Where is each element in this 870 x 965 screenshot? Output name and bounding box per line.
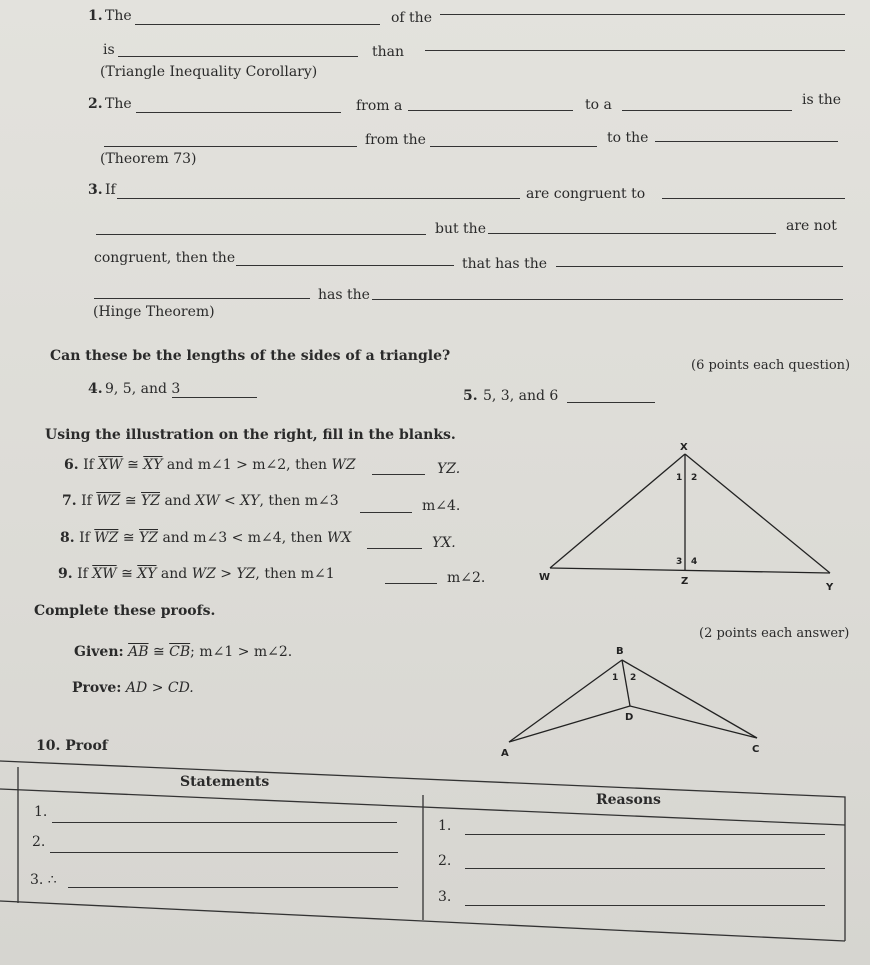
q2-word-toa: to a [585,97,612,113]
q9-lhs: m∠1 [300,566,335,582]
given-segment-1: $\overline{AB}$ [128,644,149,660]
q2-word-the: The [105,96,132,112]
q1-blank-3[interactable] [118,56,358,57]
q1-word-is: is [103,42,115,58]
q6-answer-blank[interactable] [372,474,425,475]
segment-cb [622,660,757,738]
q3-blank-2[interactable] [662,198,845,199]
q2-blank-5[interactable] [430,146,597,147]
label-w: W [539,572,551,583]
q1-reference: (Triangle Inequality Corollary) [100,64,318,80]
q6-congruent: ≅ [127,457,139,473]
q3-word-arenot: are not [786,218,837,234]
given-label: Given: [74,644,124,660]
quadrilateral-abcd-figure [495,640,785,765]
q7-condition: XW < XY [195,493,260,509]
segment-xw [550,454,685,568]
segment-ad [509,706,630,742]
label-a: A [501,748,509,759]
q3-word-thathasthe: that has the [462,256,547,272]
q7-then: , then [259,493,301,509]
q7-answer-blank[interactable] [360,512,412,513]
q3-blank-6[interactable] [556,266,843,267]
statement-1-blank[interactable] [52,822,397,823]
q9-segment-1: $\overline{XW}$ [92,566,117,582]
q1-number: 1. [88,8,103,24]
q8-condition: m∠3 < m∠4 [193,530,282,546]
q7-line [62,493,339,509]
q2-word-fromthe: from the [365,132,426,148]
q8-if: If [79,530,90,546]
segment-xy [685,454,830,573]
prove-label: Prove: [72,680,122,696]
q6-segment-2: $\overline{XY}$ [143,457,163,473]
q3-blank-8[interactable] [372,299,843,300]
q4-number: 4. [88,381,103,397]
q3-blank-7[interactable] [94,298,310,299]
column-statements-header: Statements [180,774,270,790]
q8-lhs: WX [327,530,352,546]
q9-and: and [160,566,188,582]
q9-rhs: m∠2. [447,570,486,586]
q7-and: and [164,493,191,509]
q6-segment-1: $\overline{XW}$ [98,457,123,473]
segment-bd [622,660,630,706]
q1-blank-1[interactable] [135,24,380,25]
q5-text: 5, 3, and 6 [483,388,559,404]
proof-title: 10. Proof [36,738,108,754]
q1-blank-2[interactable] [440,14,845,15]
q3-number: 3. [88,182,103,198]
q2-word-isthe: is the [802,92,842,108]
q1-word-than: than [372,44,405,60]
q3-word-hasthe: has the [318,287,370,303]
q7-segment-1: $\overline{WZ}$ [96,493,121,509]
reason-3-blank[interactable] [465,905,825,906]
label-y: Y [826,582,834,593]
q1-blank-4[interactable] [425,50,845,51]
q7-segment-2: $\overline{YZ}$ [141,493,160,509]
label-z: Z [681,576,689,587]
label-d: D [625,712,634,723]
q9-segment-2: $\overline{XY}$ [137,566,157,582]
q6-line [64,457,356,473]
q3-word-arecongruent: are congruent to [526,186,646,202]
q3-word-congruent: congruent, then the [94,250,236,266]
q3-blank-5[interactable] [236,265,454,266]
q2-blank-3[interactable] [622,110,792,111]
prove-text: AD > CD. [125,680,194,696]
section-proofs-points: (2 points each answer) [699,626,850,641]
q2-blank-6[interactable] [655,141,838,142]
statement-2-blank[interactable] [50,852,398,853]
section-triangle-points: (6 points each question) [691,358,851,373]
q6-then: , then [286,457,328,473]
reason-2-number: 2. [438,853,452,869]
q8-then: , then [281,530,323,546]
q7-number: 7. [62,493,77,509]
q8-rhs: YX. [432,535,456,551]
q8-line [60,530,351,546]
q8-answer-blank[interactable] [367,548,422,549]
q9-line [58,566,335,582]
q2-blank-2[interactable] [408,110,573,111]
q5-number: 5. [463,388,478,404]
q3-word-butthe: but the [435,221,486,237]
angle-2-label: 2 [691,473,698,483]
q7-if: If [81,493,92,509]
prove-line [72,680,194,696]
label-b: B [616,646,624,657]
statement-1-number: 1. [34,804,48,820]
q9-condition: WZ > YZ [191,566,256,582]
q9-congruent: ≅ [121,566,133,582]
given-angles: ; m∠1 > m∠2. [190,644,293,660]
reason-3-number: 3. [438,889,452,905]
q8-congruent: ≅ [122,530,135,546]
given-line [74,644,292,660]
q3-blank-3[interactable] [96,234,426,235]
q2-blank-4[interactable] [104,146,357,147]
triangle-xwy-figure [530,430,850,600]
q9-number: 9. [58,566,73,582]
q9-answer-blank[interactable] [385,583,437,584]
q7-lhs: m∠3 [304,493,339,509]
q2-reference: (Theorem 73) [100,151,197,167]
reason-2-blank[interactable] [465,868,825,869]
q5-answer-blank[interactable] [567,402,655,403]
q1-word-the: The [105,8,132,24]
q2-word-froma: from a [356,98,403,114]
statement-3-blank[interactable] [68,887,398,888]
q2-blank-1[interactable] [136,112,341,113]
q9-then: , then [255,566,297,582]
q8-segment-2: $\overline{YZ}$ [139,530,158,546]
q1-word-ofthe: of the [391,10,432,26]
angle-2-label-fig2: 2 [630,673,637,683]
angle-4-label: 4 [691,557,698,567]
segment-ab [509,660,622,742]
q2-word-tothe: to the [607,130,649,146]
q3-reference: (Hinge Theorem) [93,304,215,320]
q6-if: If [83,457,94,473]
q6-number: 6. [64,457,79,473]
segment-cd [630,706,757,738]
angle-1-label-fig2: 1 [612,673,619,683]
q6-lhs: WZ [331,457,356,473]
segment-wy [550,568,830,573]
q8-segment-1: $\overline{WZ}$ [94,530,119,546]
proof-table [0,755,870,965]
column-reasons-header: Reasons [596,792,661,808]
q2-number: 2. [88,96,103,112]
reason-1-number: 1. [438,818,452,834]
q8-and: and [162,530,189,546]
given-segment-2: $\overline{CB}$ [169,644,191,660]
label-x: X [680,442,688,453]
statement-2-number: 2. [32,834,46,850]
q7-congruent: ≅ [124,493,137,509]
q3-word-if: If [105,182,116,198]
label-c: C [752,744,760,755]
q9-if: If [77,566,88,582]
q3-blank-1[interactable] [117,198,520,199]
q8-number: 8. [60,530,75,546]
statement-3-number: 3. ∴ [30,872,57,888]
angle-3-label: 3 [676,557,683,567]
given-congruent: ≅ [152,644,165,660]
q6-condition: m∠1 > m∠2 [197,457,287,473]
section-illustration-heading: Using the illustration on the right, fill in the blanks. [45,427,456,443]
q6-and: and [166,457,194,473]
q4-text: 9, 5, and 3 [105,381,181,397]
angle-1-label: 1 [676,473,683,483]
q4-answer-blank[interactable] [172,397,257,398]
section-triangle-heading: Can these be the lengths of the sides of a triangle? [50,348,451,364]
q7-rhs: m∠4. [422,498,461,514]
q3-blank-4[interactable] [488,233,776,234]
q6-rhs: YZ. [437,461,461,477]
reason-1-blank[interactable] [465,834,825,835]
section-proofs-heading: Complete these proofs. [34,603,216,619]
